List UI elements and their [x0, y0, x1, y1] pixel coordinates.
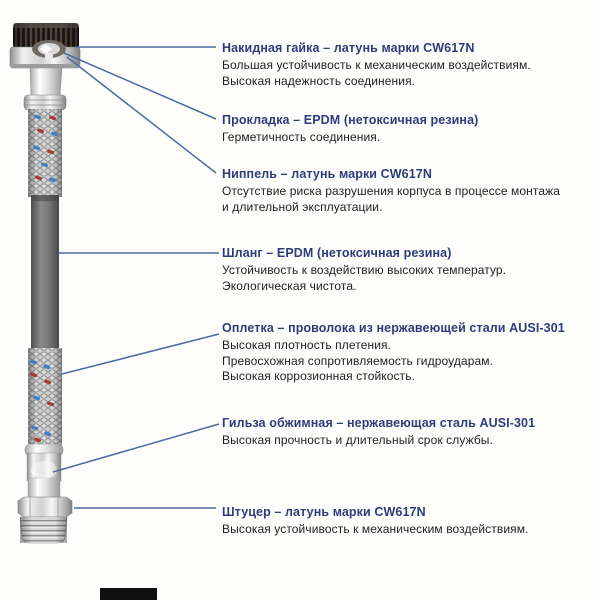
label-hose-line: Устойчивость к воздействию высоких температур.: [222, 263, 507, 277]
label-hose: [222, 245, 594, 294]
label-hose-line: Экологическая чистота.: [222, 278, 357, 293]
label-nipple-line: и длительной эксплуатации.: [222, 199, 383, 214]
label-cap-nut-line: Большая устойчивость к механическим воздействиям.: [222, 58, 531, 72]
label-male-fitting-title: Штуцер – латунь марки CW617N: [222, 505, 426, 519]
label-nipple-line: Отсутствие риска разрушения корпуса в процессе монтажа: [222, 184, 561, 198]
label-male-fitting: [222, 504, 594, 538]
label-cap-nut-title: Накидная гайка – латунь марки CW617N: [222, 41, 475, 55]
label-braid-line: Высокая коррозионная стойкость.: [222, 369, 416, 383]
label-crimp-sleeve-line: Высокая прочность и длительный срок службы.: [222, 433, 493, 447]
label-braid-line: Превосхожная сопротивляемость гидроударам.: [222, 353, 494, 368]
label-crimp-sleeve-title: Гильза обжимная – нержавеющая сталь AUSI-301: [222, 416, 536, 430]
label-cap-nut: [222, 40, 594, 89]
label-cap-nut-line: Высокая надежность соединения.: [222, 73, 416, 88]
label-braid: [222, 320, 594, 385]
label-crimp-sleeve: [222, 415, 594, 449]
label-braid-title: Оплетка – проволока из нержавеющей стали AUSI-301: [222, 321, 565, 335]
label-male-fitting-line: Высокая устойчивость к механическим воздействиям.: [222, 522, 529, 536]
label-braid-line: Высокая плотность плетения.: [222, 338, 392, 352]
label-nipple: [222, 166, 594, 215]
watermark-bar: [100, 588, 157, 600]
label-hose-title: Шланг – EPDM (нетоксичная резина): [222, 246, 452, 260]
label-nipple-title: Ниппель – латунь марки CW617N: [222, 167, 432, 181]
label-gasket-line: Герметичность соединения.: [222, 130, 381, 144]
label-gasket: [222, 112, 594, 146]
label-gasket-title: Прокладка – EPDM (нетоксичная резина): [222, 113, 479, 127]
